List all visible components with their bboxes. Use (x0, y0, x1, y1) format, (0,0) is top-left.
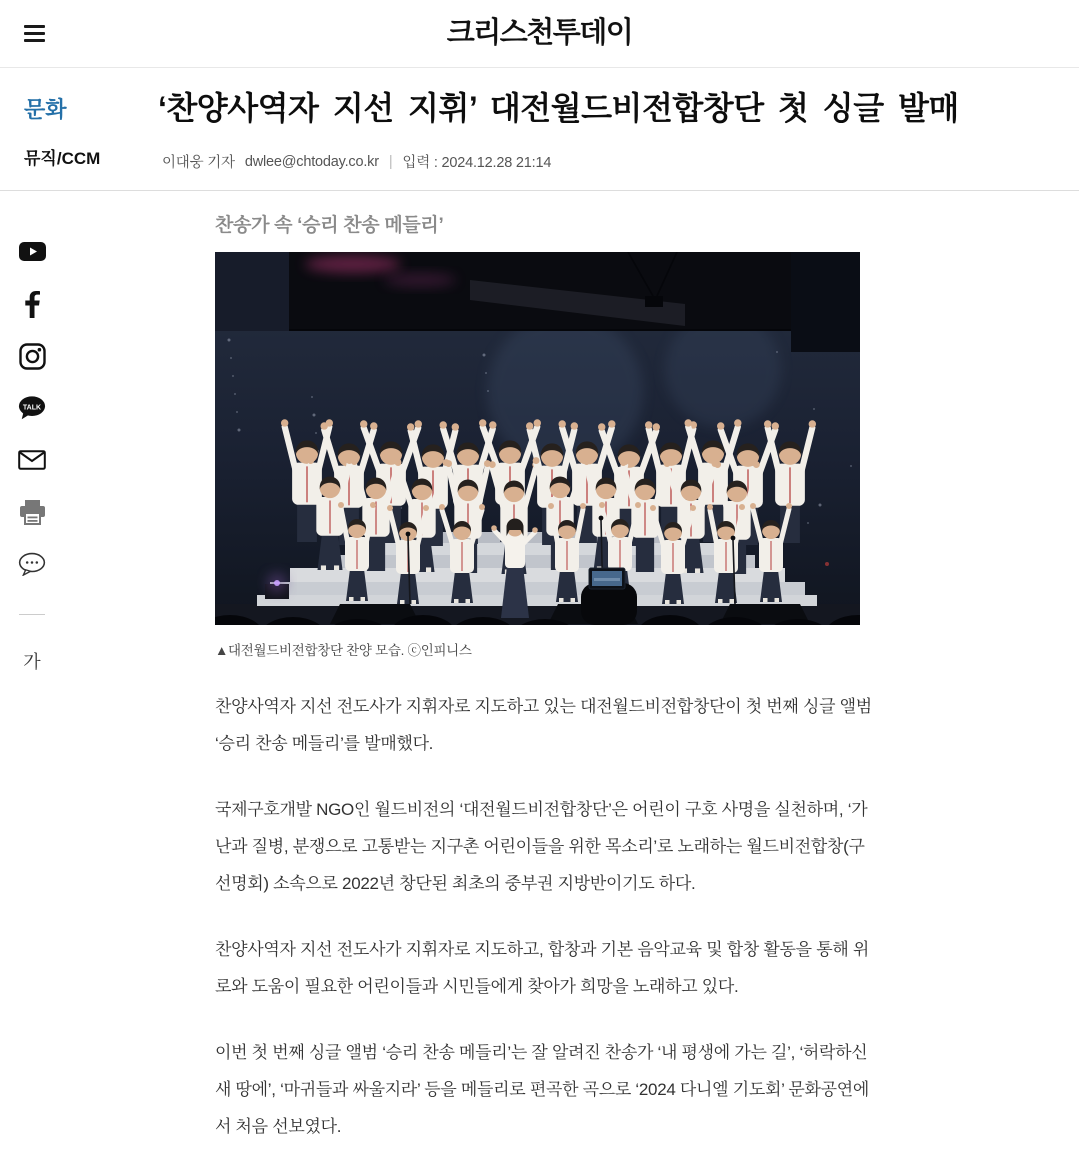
youtube-icon[interactable] (18, 238, 46, 266)
article-photo (215, 252, 860, 625)
category-section-link[interactable]: 문화 (24, 97, 67, 122)
article-byline (162, 151, 551, 172)
email-icon[interactable] (18, 446, 46, 474)
facebook-icon[interactable] (18, 290, 46, 318)
share-rail (17, 238, 47, 674)
article-paragraphs (215, 688, 877, 1165)
byline-separator: | (388, 153, 393, 170)
reporter-email-link[interactable]: dwlee@chtoday.co.kr (244, 153, 379, 170)
reporter-name: 이대웅 기자 (162, 155, 235, 171)
instagram-icon[interactable] (18, 342, 46, 370)
published-datetime: 입력 : 2024.12.28 21:14 (402, 155, 552, 171)
paragraph: 이번 첫 번째 싱글 앨범 ‘승리 찬송 메들리’는 잘 알려진 찬송가 ‘내 평생에 가는 길’, ‘허락하신 새 땅에’, ‘마귀들과 싸울지라’ 등을 메들리로 편곡한 곡으로 ‘2024 다니엘 기도회’ 문화공연에서 처음 선보였다. (215, 1043, 869, 1136)
site-header (0, 0, 1079, 68)
article-body (215, 210, 877, 1165)
paragraph: 찬양사역자 지선 전도사가 지휘자로 지도하고 있는 대전월드비전합창단이 첫 번째 싱글 앨범 ‘승리 찬송 메들리’를 발매했다. (215, 697, 872, 753)
print-icon[interactable] (18, 498, 46, 526)
category-block (24, 93, 100, 169)
font-size-button[interactable]: 가 (23, 652, 41, 672)
comment-icon[interactable] (18, 550, 46, 578)
title-divider (0, 190, 1079, 191)
paragraph: 국제구호개발 NGO인 월드비전의 ‘대전월드비전합창단’은 어린이 구호 사명을 실천하며, ‘가난과 질병, 분쟁으로 고통받는 지구촌 어린이들을 위한 목소리’로 노래하는 월드비전합창(구 선명회) 소속으로 2022년 창단된 최초의 중부권 지방반이기도 하다. (215, 800, 868, 893)
rail-divider (19, 614, 45, 615)
paragraph: 찬양사역자 지선 전도사가 지휘자로 지도하고, 합창과 기본 음악교육 및 합창 활동을 통해 위로와 도움이 필요한 어린이들과 시민들에게 찾아가 희망을 노래하고 있다. (215, 940, 870, 996)
article-subheading: 찬송가 속 ‘승리 찬송 메들리’ (215, 215, 444, 236)
site-logo[interactable]: 크리스천투데이 (446, 17, 633, 49)
category-subsection-link[interactable]: 뮤직/CCM (24, 149, 101, 168)
svg-text:TALK: TALK (22, 403, 42, 411)
kakaotalk-icon[interactable] (18, 394, 46, 422)
article-headline: ‘찬양사역자 지선 지휘’ 대전월드비전합창단 첫 싱글 발매 (158, 90, 959, 126)
photo-caption: ▲대전월드비전합창단 찬양 모습. ⓒ인피니스 (215, 643, 472, 658)
